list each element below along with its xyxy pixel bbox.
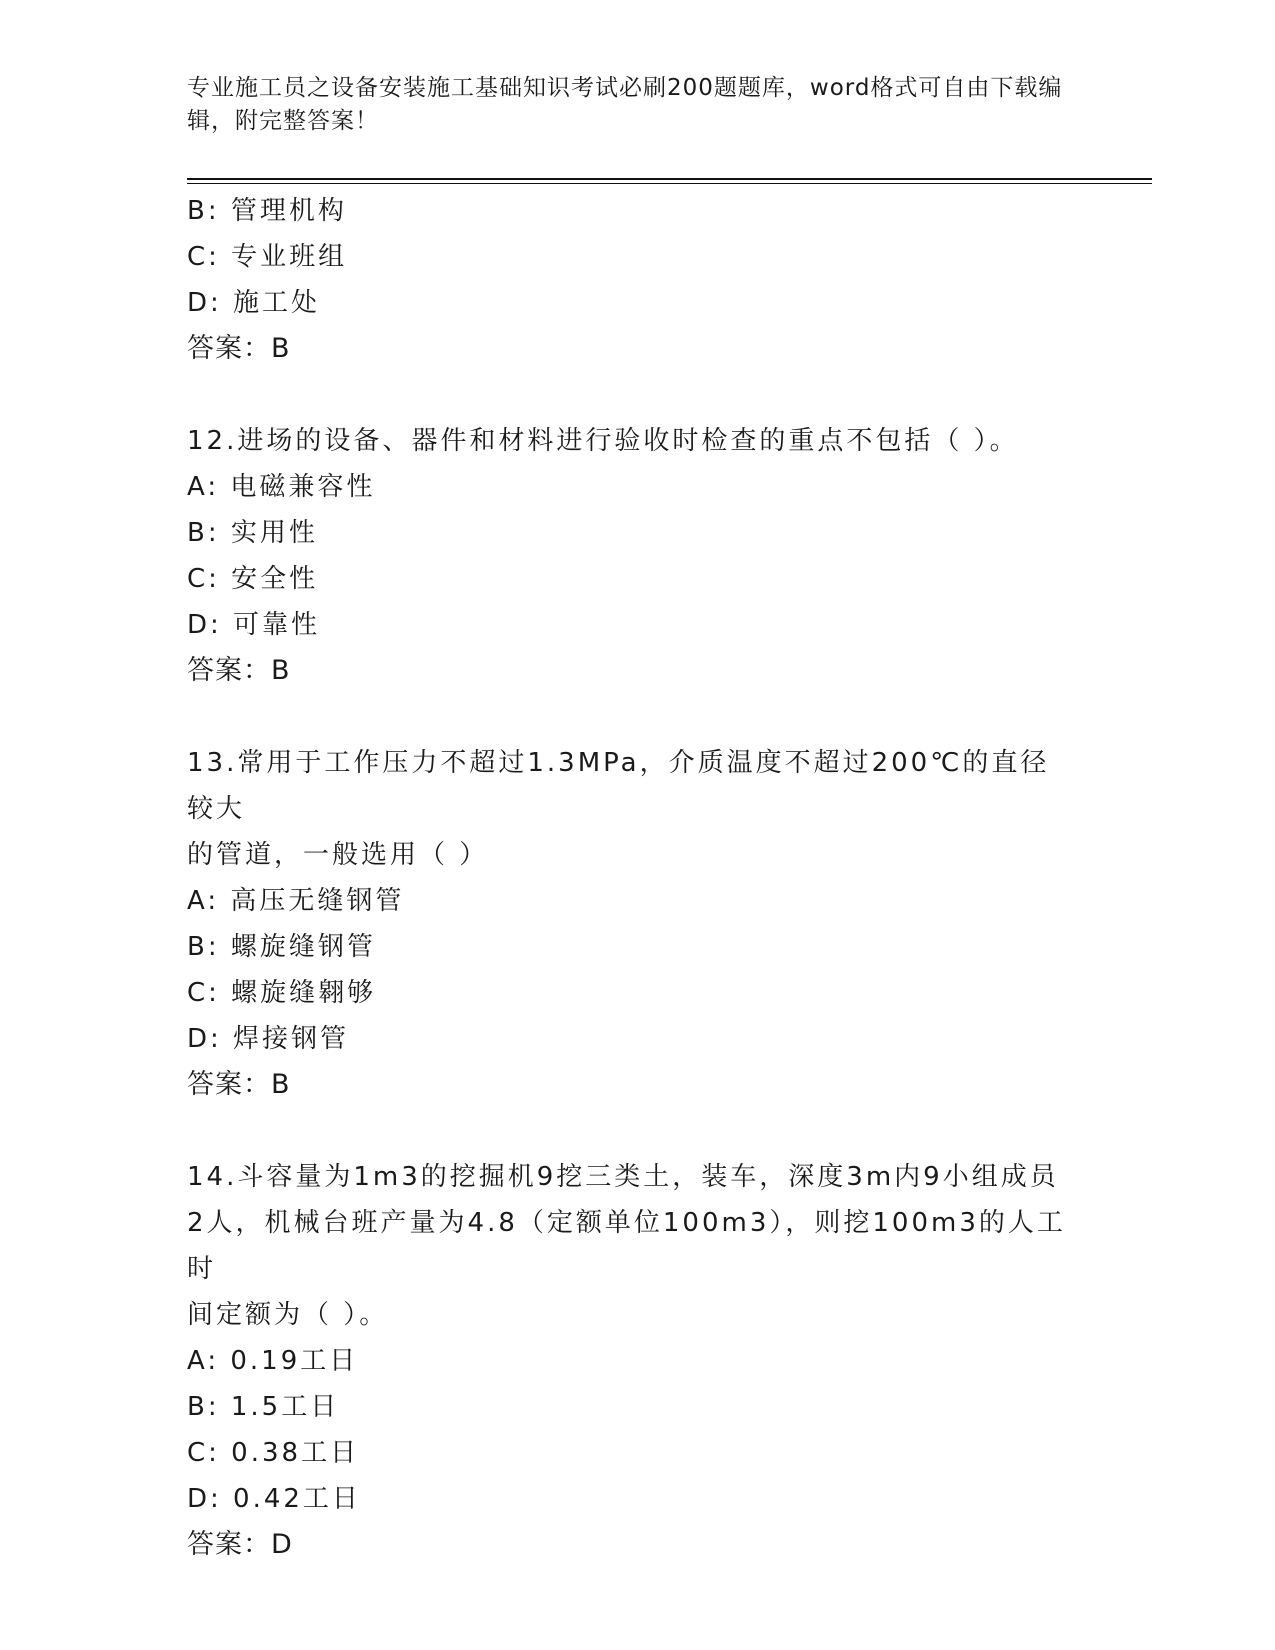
option-d: D: 可靠性 xyxy=(187,610,321,640)
option-c: C: 安全性 xyxy=(187,564,319,594)
answer: 答案：B xyxy=(187,333,291,364)
question-13 xyxy=(187,740,1087,1108)
header-rule-thin xyxy=(187,183,1152,184)
question-list xyxy=(187,188,1087,1568)
option-c: C: 螺旋缝翱够 xyxy=(187,978,377,1008)
spacer xyxy=(187,1108,1087,1154)
answer: 答案：D xyxy=(187,1529,293,1560)
option-d: D: 0.42工日 xyxy=(187,1484,361,1514)
question-stem: 14.斗容量为1m3的挖掘机9挖三类土，装车，深度3m内9小组成员 2人，机械台班产量为4.8（定额单位100m3），则挖100m3的人工时 间定额为（ ）。 xyxy=(187,1162,1066,1330)
option-a: A: 0.19工日 xyxy=(187,1346,359,1376)
header-title: 专业施工员之设备安装施工基础知识考试必刷200题题库，word格式可自由下载编辑，附完整答案！ xyxy=(187,75,1063,134)
option-a: A: 电磁兼容性 xyxy=(187,472,376,502)
question-14 xyxy=(187,1154,1087,1568)
option-d: D: 施工处 xyxy=(187,288,321,318)
option-b: B: 实用性 xyxy=(187,518,318,548)
spacer xyxy=(187,372,1087,418)
question-11 xyxy=(187,188,1087,372)
answer: 答案：B xyxy=(187,1069,291,1100)
option-a: A: 高压无缝钢管 xyxy=(187,886,405,916)
question-12 xyxy=(187,418,1087,694)
answer: 答案：B xyxy=(187,655,291,686)
question-stem: 12.进场的设备、器件和材料进行验收时检查的重点不包括（ ）。 xyxy=(187,426,1019,456)
document-header xyxy=(187,72,1067,138)
header-rule-thick xyxy=(187,178,1152,180)
option-b: B: 管理机构 xyxy=(187,196,347,226)
option-c: C: 专业班组 xyxy=(187,242,348,272)
option-d: D: 焊接钢管 xyxy=(187,1024,350,1054)
option-b: B: 螺旋缝钢管 xyxy=(187,932,376,962)
option-b: B: 1.5工日 xyxy=(187,1392,340,1422)
spacer xyxy=(187,694,1087,740)
question-stem: 13.常用于工作压力不超过1.3MPa，介质温度不超过200℃的直径较大 的管道，一般选用（ ） xyxy=(187,748,1050,870)
option-c: C: 0.38工日 xyxy=(187,1438,360,1468)
